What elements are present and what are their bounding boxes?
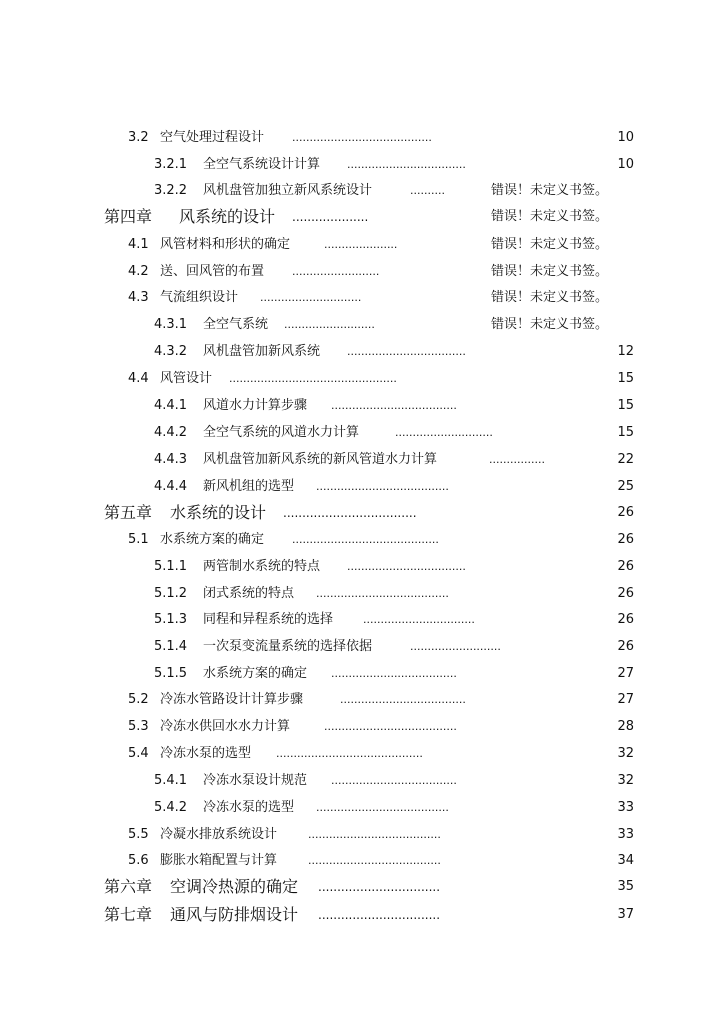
toc-number: 5.6 — [128, 853, 149, 868]
toc-number: 5.4 — [128, 746, 149, 761]
toc-leader: .......... — [410, 184, 445, 197]
toc-title: 风管设计 — [160, 371, 213, 386]
toc-page: 33 — [617, 827, 634, 842]
toc-leader: ...................................... — [316, 801, 449, 814]
toc-page: 34 — [617, 853, 634, 868]
toc-number: 5.1.5 — [154, 666, 188, 681]
toc-page: 12 — [617, 344, 634, 359]
toc-leader: .................................... — [331, 667, 457, 680]
toc-entry — [0, 342, 724, 362]
toc-title: 闭式系统的特点 — [203, 586, 295, 601]
toc-chapter-entry — [0, 503, 724, 523]
toc-entry — [0, 825, 724, 845]
toc-page: 25 — [617, 479, 634, 494]
toc-number: 4.4.2 — [154, 425, 188, 440]
toc-number: 4.1 — [128, 237, 149, 252]
toc-entry — [0, 315, 724, 335]
toc-page: 错误！未定义书签。 — [491, 264, 609, 279]
toc-page: 27 — [617, 666, 634, 681]
toc-entry — [0, 717, 724, 737]
toc-title: 冷冻水供回水水力计算 — [160, 719, 291, 734]
toc-leader: ...................................... — [316, 480, 449, 493]
toc-number: 4.4 — [128, 371, 149, 386]
toc-leader: ...................................... — [316, 587, 449, 600]
toc-leader: ................................................ — [229, 372, 397, 385]
toc-page: 33 — [617, 800, 634, 815]
toc-page: 35 — [617, 879, 634, 894]
toc-title: 膨胀水箱配置与计算 — [160, 853, 278, 868]
toc-entry — [0, 450, 724, 470]
toc-chapter-entry — [0, 905, 724, 925]
toc-page: 26 — [617, 586, 634, 601]
toc-entry — [0, 155, 724, 175]
toc-title: 同程和异程系统的选择 — [203, 612, 334, 627]
toc-leader: .................................... — [340, 693, 466, 706]
toc-title: 冷冻水泵设计规范 — [203, 773, 308, 788]
toc-leader: ................................ — [318, 908, 441, 922]
toc-leader: .................................. — [347, 560, 466, 573]
toc-title: 水系统方案的确定 — [203, 666, 308, 681]
toc-entry — [0, 235, 724, 255]
toc-number: 5.1.2 — [154, 586, 188, 601]
toc-page: 错误！未定义书签。 — [491, 183, 609, 198]
toc-number: 3.2.1 — [154, 157, 188, 172]
toc-leader: ................................... — [283, 506, 417, 520]
toc-page: 32 — [617, 746, 634, 761]
toc-page: 错误！未定义书签。 — [491, 290, 609, 305]
toc-title: 新风机组的选型 — [203, 479, 295, 494]
toc-chapter-entry — [0, 207, 724, 227]
toc-leader: ...................................... — [324, 720, 457, 733]
toc-page: 26 — [617, 559, 634, 574]
toc-number: 5.4.1 — [154, 773, 188, 788]
toc-title: 风管材料和形状的确定 — [160, 237, 291, 252]
toc-page: 26 — [617, 612, 634, 627]
toc-entry — [0, 262, 724, 282]
toc-entry — [0, 798, 724, 818]
toc-number: 4.3.2 — [154, 344, 188, 359]
toc-page: 27 — [617, 692, 634, 707]
toc-leader: ................................ — [363, 613, 475, 626]
toc-entry — [0, 181, 724, 201]
toc-number: 5.5 — [128, 827, 149, 842]
toc-number: 5.1.3 — [154, 612, 188, 627]
toc-page: 37 — [617, 907, 634, 922]
toc-leader: ................ — [489, 453, 545, 466]
toc-title: 风机盘管加独立新风系统设计 — [203, 183, 373, 198]
toc-number: 4.4.1 — [154, 398, 188, 413]
toc-title: 冷凝水排放系统设计 — [160, 827, 278, 842]
toc-entry — [0, 369, 724, 389]
toc-entry — [0, 610, 724, 630]
toc-leader: .......................... — [284, 318, 375, 331]
toc-leader: .................................... — [331, 774, 457, 787]
toc-entry — [0, 557, 724, 577]
toc-number: 5.1.1 — [154, 559, 188, 574]
toc-title: 水系统的设计 — [170, 503, 267, 522]
toc-number: 第五章 — [104, 503, 153, 522]
toc-title: 冷冻水泵的选型 — [160, 746, 252, 761]
toc-page: 10 — [617, 130, 634, 145]
toc-number: 第四章 — [104, 207, 153, 226]
toc-title: 全空气系统的风道水力计算 — [203, 425, 360, 440]
toc-entry — [0, 664, 724, 684]
toc-title: 冷冻水管路设计计算步骤 — [160, 692, 304, 707]
toc-number: 5.1 — [128, 532, 149, 547]
toc-page: 32 — [617, 773, 634, 788]
toc-page: 26 — [617, 532, 634, 547]
toc-entry — [0, 423, 724, 443]
toc-page: 22 — [617, 452, 634, 467]
toc-leader: .......................... — [410, 640, 501, 653]
toc-title: 风系统的设计 — [179, 207, 276, 226]
toc-entry — [0, 288, 724, 308]
toc-number: 4.2 — [128, 264, 149, 279]
toc-leader: ................................ — [318, 880, 441, 894]
toc-number: 5.2 — [128, 692, 149, 707]
toc-page: 15 — [617, 425, 634, 440]
toc-title: 风机盘管加新风系统的新风管道水力计算 — [203, 452, 438, 467]
toc-number: 3.2 — [128, 130, 149, 145]
toc-entry — [0, 530, 724, 550]
toc-entry — [0, 128, 724, 148]
toc-title: 风机盘管加新风系统 — [203, 344, 321, 359]
toc-page: 错误！未定义书签。 — [491, 237, 609, 252]
toc-title: 送、回风管的布置 — [160, 264, 265, 279]
toc-title: 冷冻水泵的选型 — [203, 800, 295, 815]
toc-entry — [0, 477, 724, 497]
toc-entry — [0, 584, 724, 604]
toc-leader: .................... — [292, 210, 369, 224]
toc-number: 第六章 — [104, 877, 153, 896]
toc-title: 全空气系统设计计算 — [203, 157, 321, 172]
toc-page: 15 — [617, 398, 634, 413]
toc-entry — [0, 396, 724, 416]
toc-title: 通风与防排烟设计 — [170, 905, 299, 924]
toc-title: 气流组织设计 — [160, 290, 239, 305]
toc-page: 错误！未定义书签。 — [491, 209, 609, 224]
toc-leader: ...................................... — [308, 828, 441, 841]
toc-title: 一次泵变流量系统的选择依据 — [203, 639, 373, 654]
toc-page: 10 — [617, 157, 634, 172]
toc-title: 空气处理过程设计 — [160, 130, 265, 145]
toc-entry — [0, 637, 724, 657]
toc-chapter-entry — [0, 877, 724, 897]
toc-leader: .......................................... — [276, 747, 423, 760]
toc-title: 空调冷热源的确定 — [170, 877, 299, 896]
toc-leader: .......................................... — [292, 533, 439, 546]
toc-leader: .................................. — [347, 158, 466, 171]
toc-number: 4.4.4 — [154, 479, 188, 494]
toc-page: 26 — [617, 505, 634, 520]
toc-entry — [0, 851, 724, 871]
toc-entry — [0, 771, 724, 791]
toc-title: 风道水力计算步骤 — [203, 398, 308, 413]
toc-number: 4.3 — [128, 290, 149, 305]
toc-leader: ...................................... — [308, 854, 441, 867]
toc-number: 4.3.1 — [154, 317, 188, 332]
toc-entry — [0, 744, 724, 764]
toc-leader: ......................... — [292, 265, 380, 278]
toc-entry — [0, 690, 724, 710]
toc-title: 水系统方案的确定 — [160, 532, 265, 547]
toc-number: 5.4.2 — [154, 800, 188, 815]
toc-leader: .................................... — [331, 399, 457, 412]
toc-leader: .................................. — [347, 345, 466, 358]
toc-page: 15 — [617, 371, 634, 386]
toc-title: 两管制水系统的特点 — [203, 559, 321, 574]
toc-leader: ............................ — [395, 426, 493, 439]
toc-number: 3.2.2 — [154, 183, 188, 198]
toc-leader: ............................. — [260, 291, 362, 304]
toc-number: 5.1.4 — [154, 639, 188, 654]
toc-number: 5.3 — [128, 719, 149, 734]
toc-page: 错误！未定义书签。 — [491, 317, 609, 332]
toc-leader: ........................................ — [292, 131, 432, 144]
toc-title: 全空气系统 — [203, 317, 269, 332]
toc-page: 26 — [617, 639, 634, 654]
toc-number: 4.4.3 — [154, 452, 188, 467]
toc-leader: ..................... — [324, 238, 398, 251]
toc-page: 28 — [617, 719, 634, 734]
toc-number: 第七章 — [104, 905, 153, 924]
